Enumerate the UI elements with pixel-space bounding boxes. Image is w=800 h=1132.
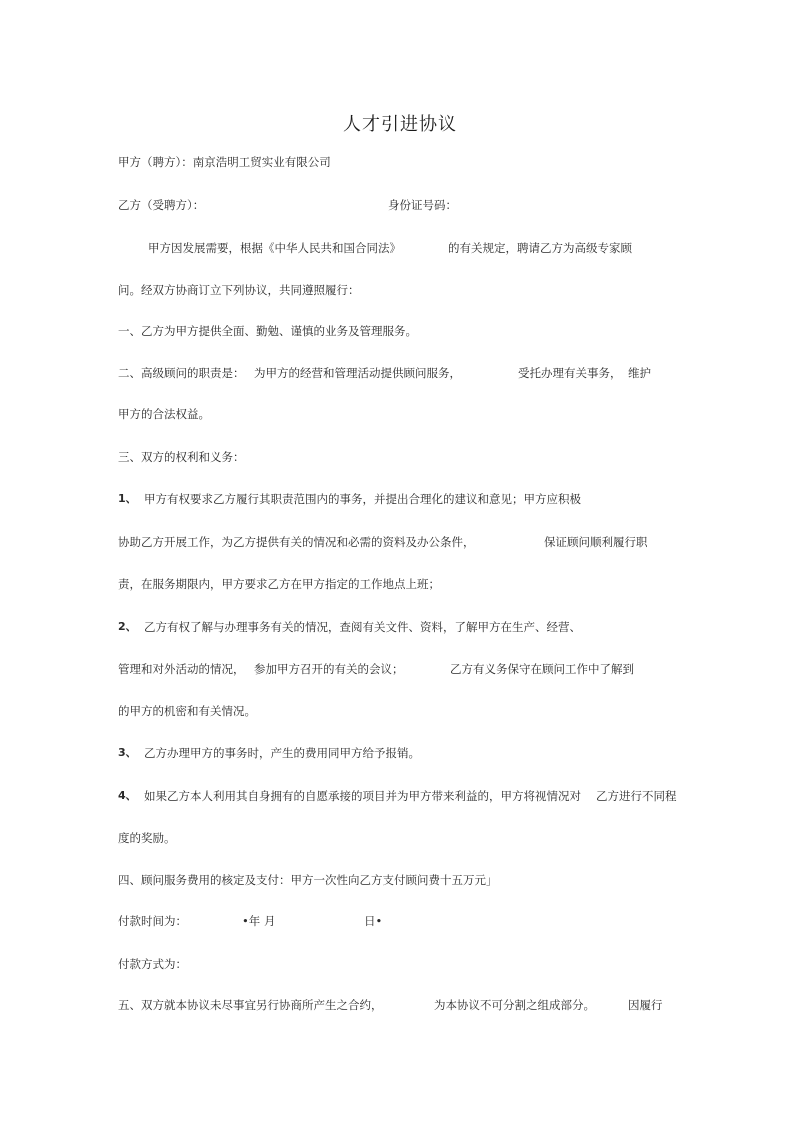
intro-line-2: 问。经双方协商订立下列协议，共同遵照履行： xyxy=(118,283,360,297)
clause-2-text-a: 二、高级顾问的职责是： xyxy=(118,366,245,380)
item-2-text-c: 参加甲方召开的有关的会议； xyxy=(254,662,404,676)
intro-line-1 xyxy=(118,240,718,256)
clause-3: 三、双方的权利和义务： xyxy=(118,450,245,464)
item-4-text-b: 乙方进行不同程 xyxy=(596,789,677,803)
item-4-line-1 xyxy=(118,788,718,804)
item-2-line-3: 的甲方的机密和有关情况。 xyxy=(118,704,256,718)
item-4-text-a: 如果乙方本人利用其自身拥有的自愿承接的项目并为甲方带来利益的，甲方将视情况对 xyxy=(144,789,581,803)
clause-5-line xyxy=(118,997,718,1013)
clause-2-text-b: 为甲方的经营和管理活动提供顾问服务， xyxy=(254,366,461,380)
item-2-number: 2、 xyxy=(118,620,137,633)
party-b-label: 乙方（受聘方）： xyxy=(118,198,205,212)
item-4-line-2: 度的奖励。 xyxy=(118,831,176,845)
item-1-line-1 xyxy=(118,491,718,507)
clause-4: 四、顾问服务费用的核定及支付：甲方一次性向乙方支付顾问费十五万元」 xyxy=(118,873,498,887)
payment-time-day: 日• xyxy=(364,914,383,928)
clause-2-line-1 xyxy=(118,365,718,381)
item-3-number: 3、 xyxy=(118,746,137,759)
item-3-text: 乙方办理甲方的事务时，产生的费用同甲方给予报销。 xyxy=(144,746,420,760)
clause-5-text-c: 因履行 xyxy=(628,998,663,1012)
clause-2-text-c: 受托办理有关事务， xyxy=(518,366,622,380)
item-1-text-b: 协助乙方开展工作，为乙方提供有关的情况和必需的资料及办公条件， xyxy=(118,535,475,549)
item-3-line xyxy=(118,745,718,761)
clause-2-line-2: 甲方的合法权益。 xyxy=(118,407,210,421)
party-b-line xyxy=(118,197,718,213)
item-1-text-a: 甲方有权要求乙方履行其职责范围内的事务，并提出合理化的建议和意见；甲方应积极 xyxy=(144,492,581,506)
document-title: 人才引进协议 xyxy=(343,114,457,135)
payment-method-line: 付款方式为： xyxy=(118,957,187,971)
payment-time-label: 付款时间为： xyxy=(118,914,187,928)
intro-text-1b: 的有关规定，聘请乙方为高级专家顾 xyxy=(448,241,632,255)
clause-5-text-a: 五、双方就本协议未尽事宜另行协商所产生之合约， xyxy=(118,998,383,1012)
item-2-text-b: 管理和对外活动的情况， xyxy=(118,662,245,676)
id-number-label: 身份证号码： xyxy=(388,198,457,212)
clause-2-text-d: 维护 xyxy=(628,366,651,380)
intro-text-1a: 甲方因发展需要，根据《中华人民共和国合同法》 xyxy=(148,241,401,255)
party-a-line: 甲方（聘方）：南京浩明工贸实业有限公司 xyxy=(118,155,331,169)
item-1-number: 1、 xyxy=(118,492,137,505)
payment-time-year-month: •年 月 xyxy=(242,914,276,928)
item-1-line-3: 责，在服务期限内，甲方要求乙方在甲方指定的工作地点上班； xyxy=(118,577,440,591)
item-2-line-1 xyxy=(118,619,718,635)
item-1-text-c: 保证顾问顺利履行职 xyxy=(544,535,648,549)
item-2-text-d: 乙方有义务保守在顾问工作中了解到 xyxy=(450,662,634,676)
item-2-text-a: 乙方有权了解与办理事务有关的情况，查阅有关文件、资料，了解甲方在生产、经营、 xyxy=(144,620,581,634)
clause-1: 一、乙方为甲方提供全面、勤勉、谨慎的业务及管理服务。 xyxy=(118,324,417,338)
item-4-number: 4、 xyxy=(118,789,137,802)
item-2-line-2 xyxy=(118,661,718,677)
clause-5-text-b: 为本协议不可分割之组成部分。 xyxy=(434,998,595,1012)
item-1-line-2 xyxy=(118,534,718,550)
payment-time-line xyxy=(118,913,718,929)
